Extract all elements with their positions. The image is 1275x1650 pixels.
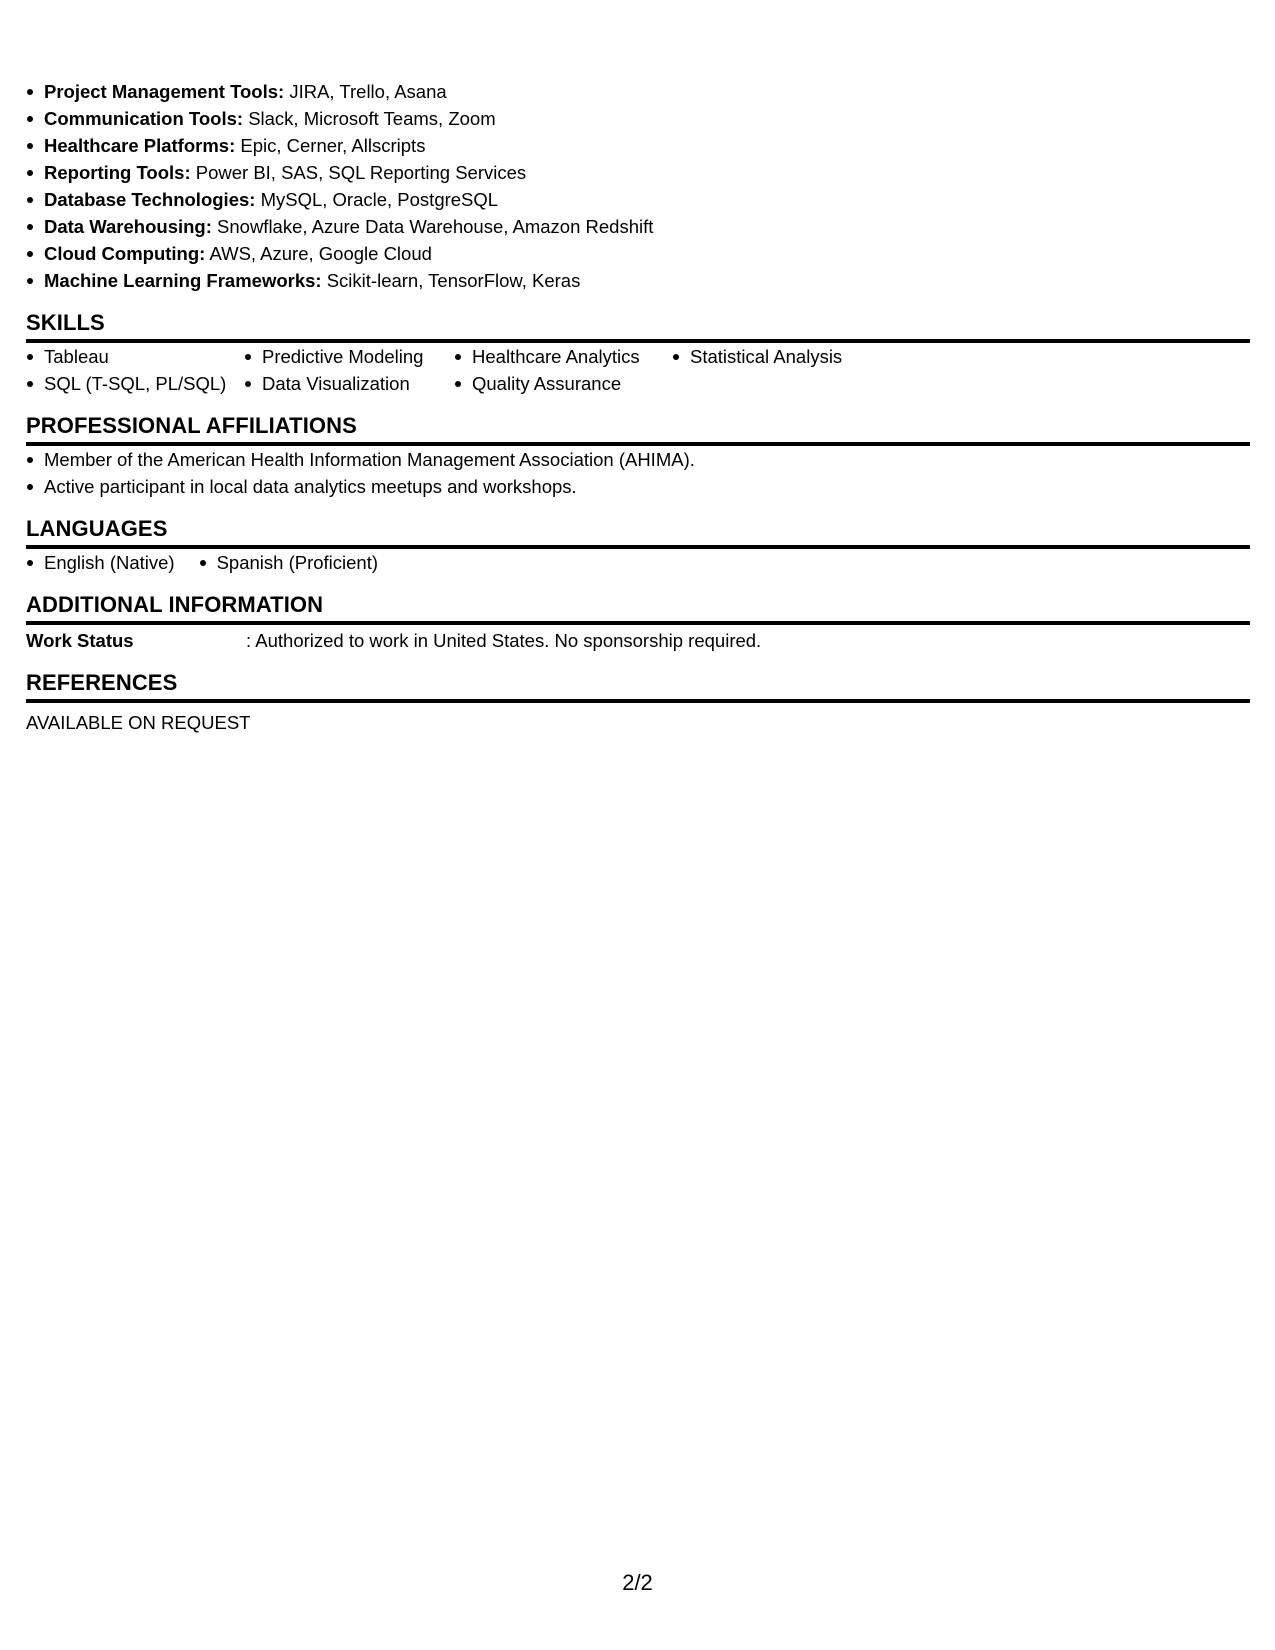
tool-category: Reporting Tools:	[44, 162, 191, 183]
tool-values: AWS, Azure, Google Cloud	[209, 243, 432, 264]
tool-category: Data Warehousing:	[44, 216, 212, 237]
list-item	[26, 105, 1250, 132]
affiliations-heading: PROFESSIONAL AFFILIATIONS	[26, 413, 1250, 446]
tool-category: Communication Tools:	[44, 108, 244, 129]
list-item	[26, 159, 1250, 186]
tool-values: Scikit-learn, TensorFlow, Keras	[326, 270, 581, 291]
work-status-row	[26, 627, 1250, 654]
additional-info-heading: ADDITIONAL INFORMATION	[26, 592, 1250, 625]
page-number: 2/2	[622, 1570, 653, 1595]
tool-values: Slack, Microsoft Teams, Zoom	[248, 108, 496, 129]
list-item	[26, 132, 1250, 159]
tool-values: JIRA, Trello, Asana	[289, 81, 447, 102]
resume-page	[26, 78, 1250, 736]
skill-item: SQL (T-SQL, PL/SQL)	[26, 370, 244, 397]
skill-item: Statistical Analysis	[672, 343, 892, 370]
affiliations-list	[26, 446, 1250, 500]
work-status-value: : Authorized to work in United States. No sponsorship required.	[246, 630, 762, 651]
tool-category: Project Management Tools:	[44, 81, 285, 102]
tool-values: Epic, Cerner, Allscripts	[240, 135, 426, 156]
list-item	[26, 186, 1250, 213]
affiliation-item: Active participant in local data analytics meetups and workshops.	[26, 473, 1250, 500]
list-item	[26, 267, 1250, 294]
skill-item: Healthcare Analytics	[454, 343, 672, 370]
skills-list	[26, 343, 1250, 397]
skill-item: Tableau	[26, 343, 244, 370]
tool-values: Power BI, SAS, SQL Reporting Services	[195, 162, 527, 183]
references-text: AVAILABLE ON REQUEST	[26, 712, 251, 733]
list-item	[26, 240, 1250, 267]
skill-item: Predictive Modeling	[244, 343, 454, 370]
skill-item: Quality Assurance	[454, 370, 672, 397]
tool-category: Cloud Computing:	[44, 243, 206, 264]
references-heading: REFERENCES	[26, 670, 1250, 703]
tool-category: Database Technologies:	[44, 189, 256, 210]
language-item: English (Native)	[26, 549, 175, 576]
languages-heading: LANGUAGES	[26, 516, 1250, 549]
tools-list	[26, 78, 1250, 294]
list-item	[26, 78, 1250, 105]
tool-category: Healthcare Platforms:	[44, 135, 236, 156]
skill-item: Data Visualization	[244, 370, 454, 397]
skills-heading: SKILLS	[26, 310, 1250, 343]
tool-values: MySQL, Oracle, PostgreSQL	[260, 189, 499, 210]
languages-list	[26, 549, 1250, 576]
language-item: Spanish (Proficient)	[199, 549, 378, 576]
tool-values: Snowflake, Azure Data Warehouse, Amazon Redshift	[217, 216, 654, 237]
work-status-label: Work Status	[26, 630, 134, 651]
affiliation-item: Member of the American Health Information Management Association (AHIMA).	[26, 446, 1250, 473]
list-item	[26, 213, 1250, 240]
tool-category: Machine Learning Frameworks:	[44, 270, 322, 291]
